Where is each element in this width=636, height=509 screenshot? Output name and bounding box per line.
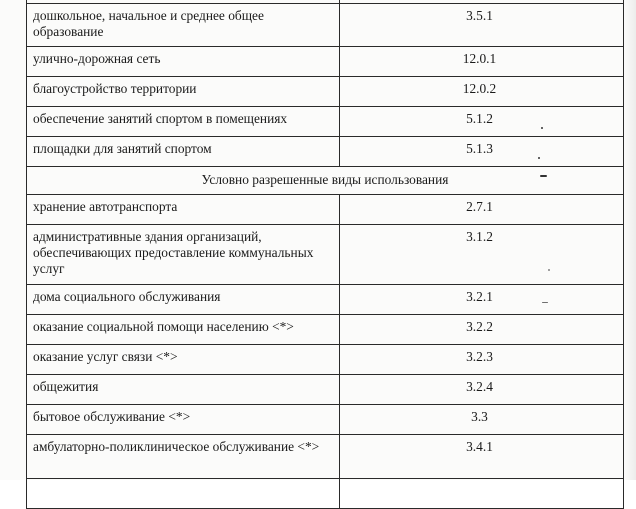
land-use-table	[26, 0, 624, 509]
use-type-name: амбулаторно-поликлиническое обслуживание <*>	[27, 435, 340, 479]
use-type-code: 12.0.1	[340, 47, 624, 77]
use-type-code: 2.7.1	[340, 195, 624, 225]
scan-speck	[538, 157, 540, 159]
table-row	[27, 345, 624, 375]
table-row	[27, 405, 624, 435]
use-type-name: дошкольное, начальное и среднее общее образование	[27, 4, 340, 47]
use-type-code: 5.1.2	[340, 107, 624, 137]
use-type-code: 3.3	[340, 405, 624, 435]
section-header-row	[27, 167, 624, 195]
use-type-name: дома социального обслуживания	[27, 285, 340, 315]
use-type-code: 3.4.1	[340, 435, 624, 479]
scan-speck	[542, 302, 548, 303]
scan-speck	[540, 175, 547, 177]
use-type-name: обеспечение занятий спортом в помещениях	[27, 107, 340, 137]
table-row	[27, 107, 624, 137]
table-row	[27, 4, 624, 47]
use-type-code: 3.2.1	[340, 285, 624, 315]
use-type-code: 3.2.2	[340, 315, 624, 345]
use-type-code: 3.1.2	[340, 225, 624, 285]
use-type-code: 3.2.3	[340, 345, 624, 375]
section-header: Условно разрешенные виды использования	[27, 167, 624, 195]
table-row	[27, 47, 624, 77]
table-row	[27, 315, 624, 345]
use-type-code: 5.1.3	[340, 137, 624, 167]
table-row	[27, 285, 624, 315]
use-type-name: административные здания организаций, обеспечивающих предоставление коммунальных услуг	[27, 225, 340, 285]
use-type-name: общежития	[27, 375, 340, 405]
table-row	[27, 479, 624, 509]
table-row	[27, 195, 624, 225]
use-type-name: оказание услуг связи <*>	[27, 345, 340, 375]
use-type-name: благоустройство территории	[27, 77, 340, 107]
use-type-name: площадки для занятий спортом	[27, 137, 340, 167]
table-row	[27, 77, 624, 107]
use-type-name: оказание социальной помощи населению <*>	[27, 315, 340, 345]
table-row	[27, 375, 624, 405]
table-row	[27, 137, 624, 167]
scan-speck	[548, 269, 550, 271]
table-row	[27, 225, 624, 285]
use-type-name: улично-дорожная сеть	[27, 47, 340, 77]
use-type-code: 12.0.2	[340, 77, 624, 107]
use-type-code: 3.5.1	[340, 4, 624, 47]
use-type-code: 3.2.4	[340, 375, 624, 405]
scan-edge-shadow	[624, 0, 636, 480]
table-row	[27, 435, 624, 479]
scan-speck	[541, 127, 543, 129]
use-type-name: хранение автотранспорта	[27, 195, 340, 225]
use-type-name: бытовое обслуживание <*>	[27, 405, 340, 435]
